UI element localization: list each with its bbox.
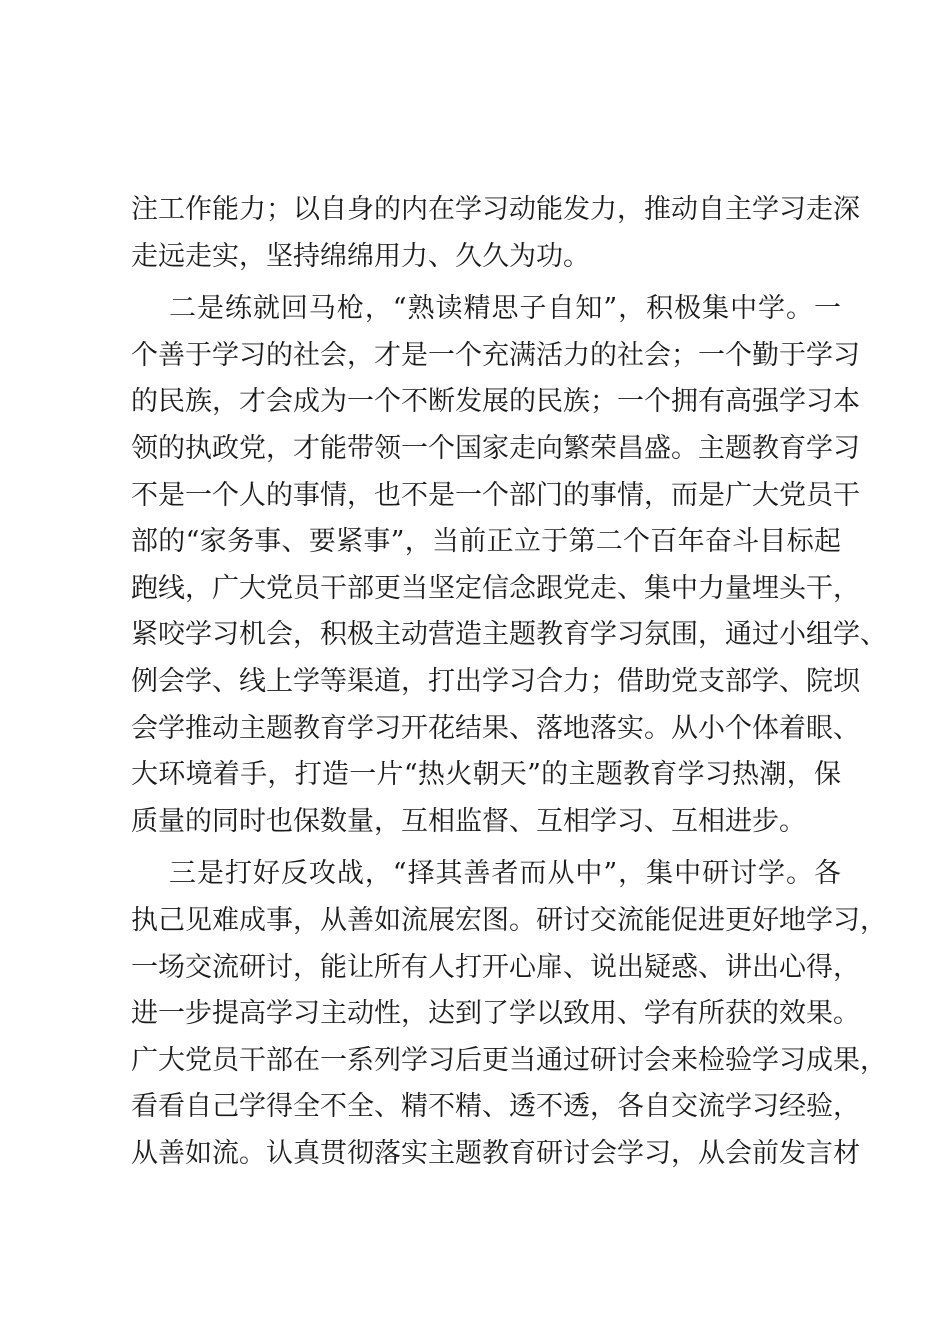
paragraph-2 (131, 286, 887, 845)
text-line: 执己见难成事，从善如流展宏图。研讨交流能促进更好地学习， (131, 904, 887, 936)
text-line: 进一步提高学习主动性，达到了学以致用、学有所获的效果。 (131, 998, 860, 1030)
text-line: 一场交流研讨，能让所有人打开心扉、说出疑惑、讲出心得， (131, 951, 860, 983)
text-line: 例会学、线上学等渠道，打出学习合力；借助党支部学、院坝 (131, 665, 860, 697)
text-line: 广大党员干部在一系列学习后更当通过研讨会来检验学习成果， (131, 1044, 887, 1076)
text-line: 注工作能力；以自身的内在学习动能发力，推动自主学习走深 (131, 194, 860, 225)
document-body (131, 187, 887, 1177)
text-line: 部的“家务事、要紧事”，当前正立于第二个百年奋斗目标起 (131, 526, 841, 558)
paragraph-3 (131, 851, 887, 1177)
text-line: 领的执政党，才能带领一个国家走向繁荣昌盛。主题教育学习 (131, 432, 860, 464)
text-line: 紧咬学习机会，积极主动营造主题教育学习氛围，通过小组学、 (131, 619, 887, 651)
text-line: 从善如流。认真贯彻落实主题教育研讨会学习，从会前发言材 (131, 1137, 860, 1169)
text-line: 不是一个人的事情，也不是一个部门的事情，而是广大党员干 (131, 479, 860, 511)
text-line: 三是打好反攻战，“择其善者而从中”，集中研讨学。各 (169, 858, 841, 890)
text-line: 的民族，才会成为一个不断发展的民族；一个拥有高强学习本 (131, 386, 860, 418)
text-line: 跑线，广大党员干部更当坚定信念跟党走、集中力量埋头干， (131, 572, 860, 604)
text-line: 大环境着手，打造一片“热火朝天”的主题教育学习热潮，保 (131, 759, 841, 791)
text-line: 走远走实，坚持绵绵用力、久久为功。 (131, 240, 590, 272)
paragraph-1 (131, 187, 860, 280)
text-line: 质量的同时也保数量，互相监督、互相学习、互相进步。 (131, 805, 806, 837)
text-line: 二是练就回马枪，“熟读精思子自知”，积极集中学。一 (169, 293, 841, 325)
text-line: 看看自己学得全不全、精不精、透不透，各自交流学习经验， (131, 1091, 860, 1123)
text-line: 个善于学习的社会，才是一个充满活力的社会；一个勤于学习 (131, 339, 860, 371)
text-line: 会学推动主题教育学习开花结果、落地落实。从小个体着眼、 (131, 712, 860, 744)
